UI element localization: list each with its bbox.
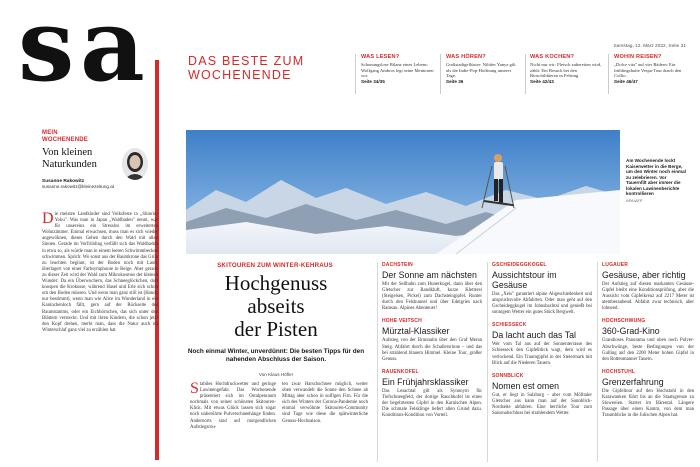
tip-block: [382, 369, 482, 419]
headline-line: der Pisten: [234, 317, 318, 341]
headline-line: Hochgenuss: [224, 271, 328, 295]
avatar: [122, 148, 148, 180]
teaser-read[interactable]: [361, 54, 436, 84]
columnist-kicker: WOCHENENDE: [42, 137, 89, 143]
dropcap: D: [42, 210, 54, 227]
portrait-image: [122, 148, 148, 180]
teaser-cook[interactable]: [530, 54, 605, 84]
divider: [487, 262, 488, 462]
article-subhead: Noch einmal Winter, unverdünnt: Die besten Tipps für den nahenden Abschluss der Saison.: [187, 348, 365, 363]
tip-text: Wer vom Tal aus auf der Sonnenterrasse des Schiesseck den Gipfelblick wagt, dem wird es verlockend. Ein Traumgipfel in der Steiermark mit Blick auf die Niederen Tauern.: [492, 342, 592, 366]
teaser-page: Seite 42/43: [530, 78, 554, 84]
tip-kicker: SCHIESSECK: [492, 322, 527, 329]
columnist-kicker: MEIN: [42, 130, 58, 136]
headline-line: abseits: [247, 294, 305, 318]
photo-credit: APA/AFP: [626, 197, 643, 203]
tip-headline: Grenzerfahrung: [602, 376, 664, 387]
dropcap: S: [190, 380, 199, 397]
tip-block: [492, 373, 592, 417]
tip-headline: Nomen est omen: [492, 380, 559, 391]
article-kicker: SKITOUREN ZUM WINTER-KEHRAUS: [217, 262, 333, 269]
article-headline: [186, 272, 366, 341]
tip-text: Der Aufstieg auf diesen markanten Gesäuse-Gipfel bleibt eine Konditionsprüfung, aber die Aussicht vom Gipfelkreuz auf 2217 Meter ist atemberaubend. Abfahrt zwar technisch, aber lohnend.: [602, 282, 694, 312]
article-body: tabiles Hochdruckwetter und geringe Lawinengefahr. Das Wochenende präsentiert sich im Ostalpenraum nochmals von seiner schönsten Skitouren-Klick. Mit etwas Glück lassen sich sogar noch unberührte Pulverschneehänge finden. Andernorts sind auf morgendlichen Aufstiegsrou-: [190, 382, 276, 430]
article-column-1: [190, 382, 276, 431]
article-byline: Von Klaus Höfler: [258, 372, 294, 377]
teaser-text: „Dolce vita" auf vier Rädern: Ein frühlingshafte Vespa-Tour durch den Collio.: [614, 62, 682, 78]
column-title-line: Naturkunden: [42, 159, 97, 170]
column-email[interactable]: susanne.rakowitz@kleinezeitung.at: [42, 184, 115, 189]
tips-column-1: [382, 262, 482, 425]
tip-headline: Der Sonne am nächsten: [382, 270, 477, 280]
tip-headline: 360-Grad-Kino: [602, 326, 660, 337]
tip-headline: Aussichtstour im Gesäuse: [492, 270, 557, 290]
divider: [440, 54, 441, 94]
tip-text: Das „Xeis" garantiert alpine Abgeschiedenheit und anspruchsvolle Abfahrten. Oder man geht auf den Gscheideggkogel im Johnsbachtal und genießt bei sonnigem Wetter ein gutes Stück Bergwelt.: [492, 292, 592, 316]
tips-column-2: [492, 262, 592, 423]
tip-kicker: LUGAUER: [602, 262, 629, 268]
tip-kicker: SONNBLICK: [492, 372, 524, 379]
tip-kicker: HOCHSTUHL: [602, 368, 636, 375]
logo-letter-s: s: [18, 0, 75, 104]
teaser-kicker: WAS LESEN?: [361, 54, 400, 60]
divider: [525, 54, 526, 94]
teaser-listen[interactable]: [446, 54, 521, 84]
tip-headline: Da lacht auch das Tal: [492, 330, 576, 341]
divider: [355, 54, 356, 94]
teaser-kicker: WOHIN REISEN?: [614, 54, 662, 60]
photo-caption: [626, 158, 686, 203]
divider: [608, 54, 609, 94]
column-body: ie meisten Landkinder sind Volksfeste in „Shinrin-Yoku". Was man in Japan „Waldbaden" nennt, war für unsereins ein Stresslos im erweiterten Wohnzimmer. Einmal erwachsen, muss man es sich wieder angewöhnen, dieses Gehen durch den Wald mit allen Sinnen. Gerade im Vorfrühling verfällt sich das Waldbaden in etwa so, als würde man in einem leeren Schwimmbecken schwimmen. Sprich: Wo sonst aus der Baumkrone das Grün zu leuchten beginnt, ist der Boden noch mit Laub, überlagert von einer Farbsymphonie in Beige. Aber gerade zu dieser Zeit wird der Wald zum Mikrokosmos der kleinen Wunder: Da ein Überwuchern, das Schneeglöckchen, dort knospen die Krokusse, während Hasel und Erle sich schon um den Boden müssen. Und wenn man ganz still ist (Handy nur bestimmt), wenn man wie Alice im Wunderland in ein Kaninchenloch fällt, gern auf der Rückseite des Baumstamms, oder ein Eichhörnchen, das sich unter den Blättern versteckt. Und mit ihren Kindern, die schon jetzt den Kopf drehen, merkt man, dass die Natur auch im Winterschlaf ganz viel zu erzählen hat.: [42, 212, 158, 333]
teaser-page: Seite 46/47: [614, 78, 638, 84]
column-text: [42, 212, 158, 334]
tip-headline: Ein Frühjahrsklassiker: [382, 376, 469, 387]
tip-text: Aufstieg von der Brunnalm über den Graf Meran Steig. Abfahrt durch die Schallersrinne – und das bei strahlend blauem Himmel. Kleine Tour, großer Genuss.: [382, 338, 482, 362]
column-title-line: Von kleinen: [42, 147, 93, 158]
divider: [597, 262, 598, 462]
tip-block: [602, 369, 694, 419]
tip-kicker: GSCHEIDEGGKOGEL: [492, 262, 547, 268]
teaser-page: Seite 34/35: [361, 78, 385, 84]
hero-image: [186, 130, 620, 254]
tip-kicker: RAUENKOFEL: [382, 368, 419, 375]
logo-letter-a: a: [80, 0, 145, 104]
tip-text: Das Lesachtal gilt als Synonym für Tiefschneegfeld, der dortige Rauchkofel ist eines der begehrtesten Gipfel in den Karnischen Alpen. Die schmale Felsklinge liefert allen Grund dazu. Konditions-Kondition von Vorteil.: [382, 388, 482, 419]
tip-headline: Gesäuse, aber richtig: [602, 270, 686, 280]
masthead-logo: [18, 0, 158, 104]
article-column-2: ten zwar Harschschnee möglich, weiter oben verwandelt die Sonne den Schnee ab Mittag aber schon in sulfigen Firn. Für die sich des Winters der Corona-Pandemie noch einmal verwöhnte Skitouren-Community sind Tage wie diese die spätwinterliche Genuss-Hochsaison.: [282, 382, 368, 424]
ski-tour-photo: [186, 130, 620, 254]
section-title: DAS BESTE ZUM WOCHENENDE: [188, 54, 305, 82]
column-author: Susanne Rakowitz: [42, 179, 85, 184]
tip-block: [382, 318, 482, 362]
tip-text: Gut, er liegt in Salzburg – aber vom Mölltaler Gletscher aus kann man auf der Sonnblick-Nordseite abfahren. Eine herrliche Tour zum Saisonabschluss bei strahlendem Wetter.: [492, 392, 592, 417]
teaser-text: Großstadtgeflüster: Nilüfer Yanya gilt als die Indie-Pop-Hoffnung unserer Tage.: [446, 62, 516, 78]
tip-headline: Mürztal-Klassiker: [382, 326, 450, 337]
tip-text: Mit der Seilbahn zum Hunerkogel, dann über den Gletscher zur Randkluft, kurze Kletterei (Steigeisen, Pickel) zum Dachsteingipfel. Runter durch den Felshunnel und über Edelgries nach Ramsau. Alpines Abenteuer!: [382, 282, 482, 312]
teaser-travel[interactable]: [614, 54, 692, 84]
caption-text: Am Wochenende lockt Kaiserwetter in die Berge, um den Winter noch einmal zu zelebrieren. Vor Tauernfilt aber immer die lokalen Lawinenberichte kontrollieren: [626, 158, 686, 196]
tip-text: Die Gipfeltour auf den Hochstuhl in den Karawanken führt bis an die Staatsgrenze zu Slowenien. Startet im Bärental. Längere Passage über einen Kamm, von dem man Traumblicke in die Julischen Alpen hat.: [602, 388, 694, 419]
teaser-text: Schonungslose Bilanz eines Lebens: Wolfgang Ambros legt seine Memoiren vor.: [361, 62, 434, 78]
tip-kicker: DACHSTEIN: [382, 262, 413, 268]
tip-kicker: HOCHSCHWUNG: [602, 318, 646, 325]
dateline: Samstag, 12. März 2022, Seite 31: [613, 44, 686, 49]
tip-block: [492, 322, 592, 366]
tip-block: [602, 318, 694, 362]
teaser-page: Seite 36: [446, 78, 464, 84]
tip-block: [382, 262, 482, 312]
tip-text: Grandioses Panorama und oben noch Pulver-Abschwünge, beste Bedingungen von der Gulling auf den 2200 Meter hohen Gipfel in den Rottenmanner Tauern.: [602, 338, 694, 362]
tip-kicker: HOHE VEITSCH: [382, 318, 422, 325]
divider: [377, 262, 378, 462]
tip-block: [492, 262, 592, 316]
tips-column-3: [602, 262, 694, 425]
teaser-kicker: WAS KOCHEN?: [530, 54, 575, 60]
teaser-kicker: WAS HÖREN?: [446, 54, 486, 60]
tip-block: [602, 262, 694, 312]
teaser-text: Nicht nur wir: Fleisch zubereiten wird, zählt: Ein Besuch bei den Bioschildtieren in Fehring.: [530, 62, 602, 78]
